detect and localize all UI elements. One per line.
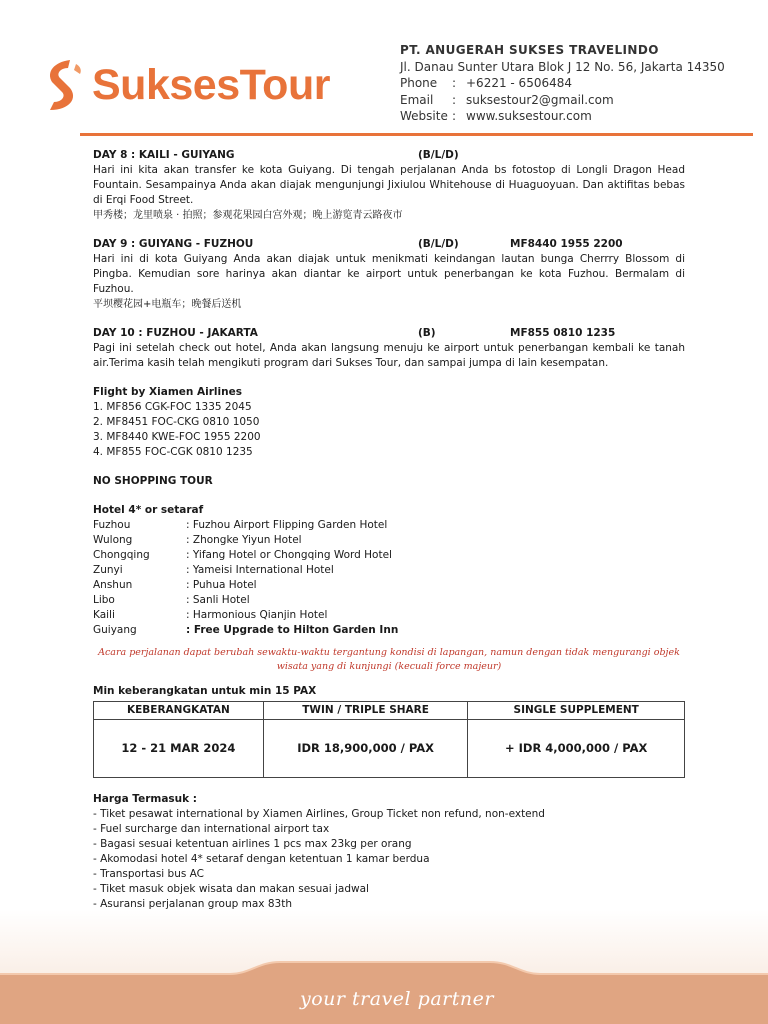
- list-item: - Tiket pesawat international by Xiamen Airlines, Group Ticket non refund, non-extend: [93, 808, 545, 820]
- min-departure-note: Min keberangkatan untuk min 15 PAX: [93, 685, 317, 697]
- website-value[interactable]: www.suksestour.com: [466, 109, 592, 123]
- hotel-name: : Yifang Hotel or Chongqing Word Hotel: [186, 549, 392, 561]
- day-title: DAY 10 : FUZHOU - JAKARTA: [93, 327, 258, 339]
- letterhead: [0, 0, 768, 140]
- hotel-city: Anshun: [93, 579, 133, 591]
- hotel-row: [93, 563, 685, 578]
- hotel-city: Libo: [93, 594, 115, 606]
- hotel-row: [93, 578, 685, 593]
- day-title: DAY 9 : GUIYANG - FUZHOU: [93, 238, 254, 250]
- header-divider: [80, 133, 753, 136]
- hotel-row: [93, 518, 685, 533]
- table-row: [94, 720, 685, 778]
- table-header: KEBERANGKATAN: [94, 702, 264, 720]
- hotel-row: [93, 623, 685, 638]
- day-meals: (B/L/D): [418, 238, 459, 250]
- website-row: Website : www.suksestour.com: [400, 109, 592, 123]
- list-item: - Bagasi sesuai ketentuan airlines 1 pcs max 23kg per orang: [93, 838, 412, 850]
- phone-label: Phone: [400, 76, 438, 90]
- hotel-city: Zunyi: [93, 564, 123, 576]
- list-item: - Akomodasi hotel 4* setaraf dengan ketentuan 1 kamar berdua: [93, 853, 430, 865]
- day-flight: MF855 0810 1235: [510, 327, 616, 339]
- list-item: - Asuransi perjalanan group max 83th: [93, 898, 292, 910]
- disclaimer-line: wisata yang di kunjungi (kecuali force majeur): [276, 661, 502, 672]
- hotel-name: : Yameisi International Hotel: [186, 564, 334, 576]
- hotel-name: : Harmonious Qianjin Hotel: [186, 609, 328, 621]
- table-header: TWIN / TRIPLE SHARE: [263, 702, 468, 720]
- list-item: 3. MF8440 KWE-FOC 1955 2200: [93, 431, 261, 443]
- email-row: Email : suksestour2@gmail.com: [400, 92, 614, 107]
- hotel-name: : Puhua Hotel: [186, 579, 257, 591]
- website-label: Website: [400, 109, 448, 123]
- disclaimer-line: Acara perjalanan dapat berubah sewaktu-waktu tergantung kondisi di lapangan, namun dengan tidak mengurangi objek: [98, 647, 680, 658]
- no-shopping-label: NO SHOPPING TOUR: [93, 475, 213, 487]
- day-heading: [93, 237, 685, 252]
- day-block-9: [93, 237, 685, 312]
- hotel-row: [93, 533, 685, 548]
- list-item: - Transportasi bus AC: [93, 868, 205, 880]
- hotel-city: Wulong: [93, 534, 133, 546]
- twin-share-price: IDR 18,900,000 / PAX: [263, 720, 468, 778]
- day-chinese-summary: 甲秀楼；龙里喷泉 · 拍照；参观花果园白宫外观；晚上游览青云路夜市: [93, 210, 403, 221]
- day-description: Hari ini di kota Guiyang Anda akan diajak untuk menikmati keindangan lautan bunga Cherrry Blossom di Pingba. Kemudian sore harinya akan diantar ke airport untuk penerbangan ke kota Fuzhou. Bermalam di Fuzhou.: [93, 253, 685, 295]
- hotel-name: : Zhongke Yiyun Hotel: [186, 534, 302, 546]
- single-supplement-price: + IDR 4,000,000 / PAX: [468, 720, 685, 778]
- day-flight: MF8440 1955 2200: [510, 238, 623, 250]
- table-header-row: [94, 702, 685, 720]
- hotel-row: [93, 608, 685, 623]
- price-table: [93, 701, 685, 778]
- day-description: Pagi ini setelah check out hotel, Anda akan langsung menuju ke airport untuk penerbangan kembali ke tanah air.Terima kasih telah mengikuti program dari Sukses Tour, dan sampai jumpa di lain kesempatan.: [93, 342, 685, 369]
- includes-title: Harga Termasuk :: [93, 793, 197, 805]
- flight-list-title: Flight by Xiamen Airlines: [93, 386, 242, 398]
- hotel-city: Fuzhou: [93, 519, 131, 531]
- footer-tagline: your travel partner: [300, 988, 494, 1010]
- hotel-name: : Fuzhou Airport Flipping Garden Hotel: [186, 519, 388, 531]
- hotel-city: Chongqing: [93, 549, 150, 561]
- day-description: Hari ini kita akan transfer ke kota Guiyang. Di tengah perjalanan Anda bs fotostop di Longli Dragon Head Fountain. Sesampainya Anda akan diajak mengunjungi Jixiulou Whitehouse di Huaguoyuan. Dan aktifitas bebas di Erqi Food Street.: [93, 164, 685, 206]
- email-label: Email: [400, 92, 434, 107]
- day-block-8: [93, 148, 685, 223]
- day-heading: [93, 326, 685, 341]
- itinerary-disclaimer: [93, 646, 685, 674]
- hotel-row: [93, 548, 685, 563]
- hotel-city: Kaili: [93, 609, 115, 621]
- itinerary-content: [93, 148, 685, 912]
- list-item: - Fuel surcharge dan international airport tax: [93, 823, 330, 835]
- hotel-city: Guiyang: [93, 624, 137, 636]
- day-meals: (B/L/D): [418, 149, 459, 161]
- day-title: DAY 8 : KAILI - GUIYANG: [93, 149, 235, 161]
- company-info: [400, 42, 725, 125]
- phone-value: +6221 - 6506484: [466, 76, 572, 90]
- list-item: 2. MF8451 FOC-CKG 0810 1050: [93, 416, 260, 428]
- price-includes: [93, 792, 685, 912]
- company-name: PT. ANUGERAH SUKSES TRAVELINDO: [400, 43, 659, 57]
- list-item: - Tiket masuk objek wisata dan makan sesuai jadwal: [93, 883, 369, 895]
- brand-name: SuksesTour: [92, 60, 330, 109]
- hotel-row: [93, 593, 685, 608]
- day-chinese-summary: 平坝樱花园+电瓶车；晚餐后送机: [93, 299, 242, 310]
- hotel-name: : Free Upgrade to Hilton Garden Inn: [186, 624, 399, 636]
- hotel-list: [93, 503, 685, 638]
- hotel-name: : Sanli Hotel: [186, 594, 250, 606]
- table-header: SINGLE SUPPLEMENT: [468, 702, 685, 720]
- company-address: Jl. Danau Sunter Utara Blok J 12 No. 56, Jakarta 14350: [400, 59, 725, 74]
- day-block-10: [93, 326, 685, 371]
- departure-date: 12 - 21 MAR 2024: [94, 720, 264, 778]
- phone-row: Phone : +6221 - 6506484: [400, 76, 572, 90]
- flight-list: [93, 385, 685, 460]
- hotel-list-title: Hotel 4* or setaraf: [93, 504, 204, 516]
- email-value[interactable]: suksestour2@gmail.com: [466, 92, 614, 107]
- day-meals: (B): [418, 327, 436, 339]
- list-item: 1. MF856 CGK-FOC 1335 2045: [93, 401, 252, 413]
- sukses-logo-icon: [40, 56, 88, 114]
- company-logo: [40, 56, 330, 114]
- list-item: 4. MF855 FOC-CGK 0810 1235: [93, 446, 253, 458]
- day-heading: [93, 148, 685, 163]
